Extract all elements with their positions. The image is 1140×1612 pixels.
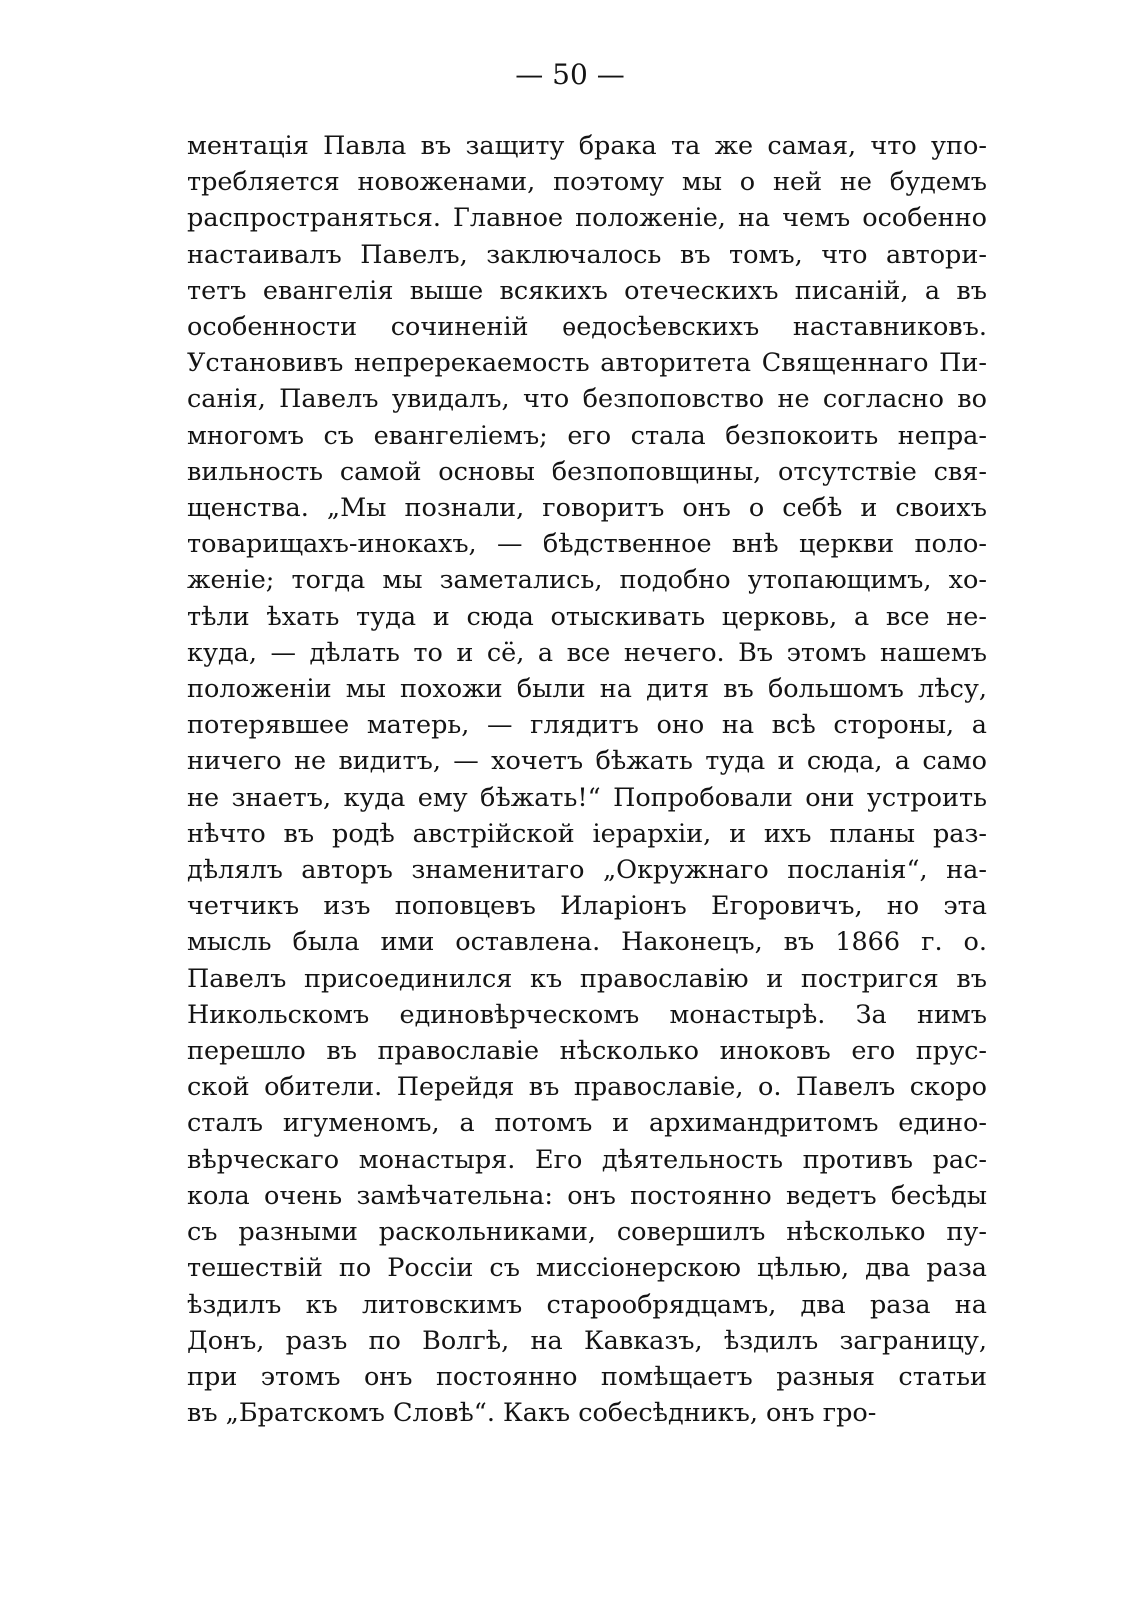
text-line: кола очень замѣчательна: онъ постоянно ведетъ бесѣды [187,1180,987,1211]
text-line: тешествій по Россіи съ миссіонерскою цѣлью, два раза [187,1253,987,1284]
text-line: щенства. „Мы познали, говоритъ онъ о себѣ и своихъ [187,493,987,524]
text-line: настаивалъ Павелъ, заключалось въ томъ, что автори- [187,239,987,270]
text-line: потерявшее матерь, — глядитъ оно на всѣ стороны, а [187,710,987,741]
text-line: многомъ съ евангеліемъ; его стала безпокоить непра- [187,420,987,451]
text-line: Никольскомъ единовѣрческомъ монастырѣ. За нимъ [187,999,987,1030]
text-line: съ разными раскольниками, совершилъ нѣсколько пу- [187,1217,987,1248]
text-line: при этомъ онъ постоянно помѣщаетъ разныя статьи [187,1361,987,1392]
text-line: женіе; тогда мы заметались, подобно утопающимъ, хо- [187,565,987,596]
text-line: тѣли ѣхать туда и сюда отыскивать церковь, а все не- [187,601,987,632]
text-line: четчикъ изъ поповцевъ Иларіонъ Егоровичъ, но эта [187,891,987,922]
text-line: ѣздилъ къ литовскимъ старообрядцамъ, два раза на [187,1289,987,1320]
text-line: ничего не видитъ, — хочетъ бѣжать туда и сюда, а само [187,746,987,777]
text-line: распространяться. Главное положеніе, на чемъ особенно [187,203,987,234]
text-line: ской обители. Перейдя въ православіе, о. Павелъ скоро [187,1072,987,1103]
text-line: куда, — дѣлать то и сё, а все нечего. Въ этомъ нашемъ [187,637,987,668]
text-line: вѣрческаго монастыря. Его дѣятельность противъ рас- [187,1144,987,1175]
text-line: мысль была ими оставлена. Наконецъ, въ 1866 г. о. [187,927,987,958]
text-line: въ „Братскомъ Словѣ“. Какъ собесѣдникъ, онъ гро- [187,1398,877,1429]
body-text [187,128,987,1431]
text-line: тетъ евангелія выше всякихъ отеческихъ писаній, а въ [187,275,987,306]
text-line: Донъ, разъ по Волгѣ, на Кавказъ, ѣздилъ заграницу, [187,1325,987,1356]
text-line: положеніи мы похожи были на дитя въ большомъ лѣсу, [187,674,987,705]
text-line: товарищахъ-инокахъ, — бѣдственное внѣ церкви поло- [187,529,987,560]
text-line: нѣчто въ родѣ австрійской іерархіи, и ихъ планы раз- [187,818,987,849]
text-line: санія, Павелъ увидалъ, что безпоповство не согласно во [187,384,987,415]
text-line: перешло въ православіе нѣсколько иноковъ его прус- [187,1036,987,1067]
text-line: Павелъ присоединился къ православію и постригся въ [187,963,987,994]
text-line: особенности сочиненій ѳедосѣевскихъ наставниковъ. [187,312,987,343]
text-line: требляется новоженами, поэтому мы о ней не будемъ [187,167,987,198]
page-number: — 50 — [515,58,625,91]
text-line: ментація Павла въ защиту брака та же самая, что упо- [187,131,987,161]
text-line: Установивъ непререкаемость авторитета Священнаго Пи- [187,348,987,379]
text-line: вильность самой основы безпоповщины, отсутствіе свя- [187,456,987,487]
text-line: не знаетъ, куда ему бѣжать!“ Попробовали они устроить [187,782,987,813]
text-line: сталъ игуменомъ, а потомъ и архимандритомъ едино- [187,1108,987,1139]
text-line: дѣлялъ авторъ знаменитаго „Окружнаго посланія“, на- [187,855,987,886]
